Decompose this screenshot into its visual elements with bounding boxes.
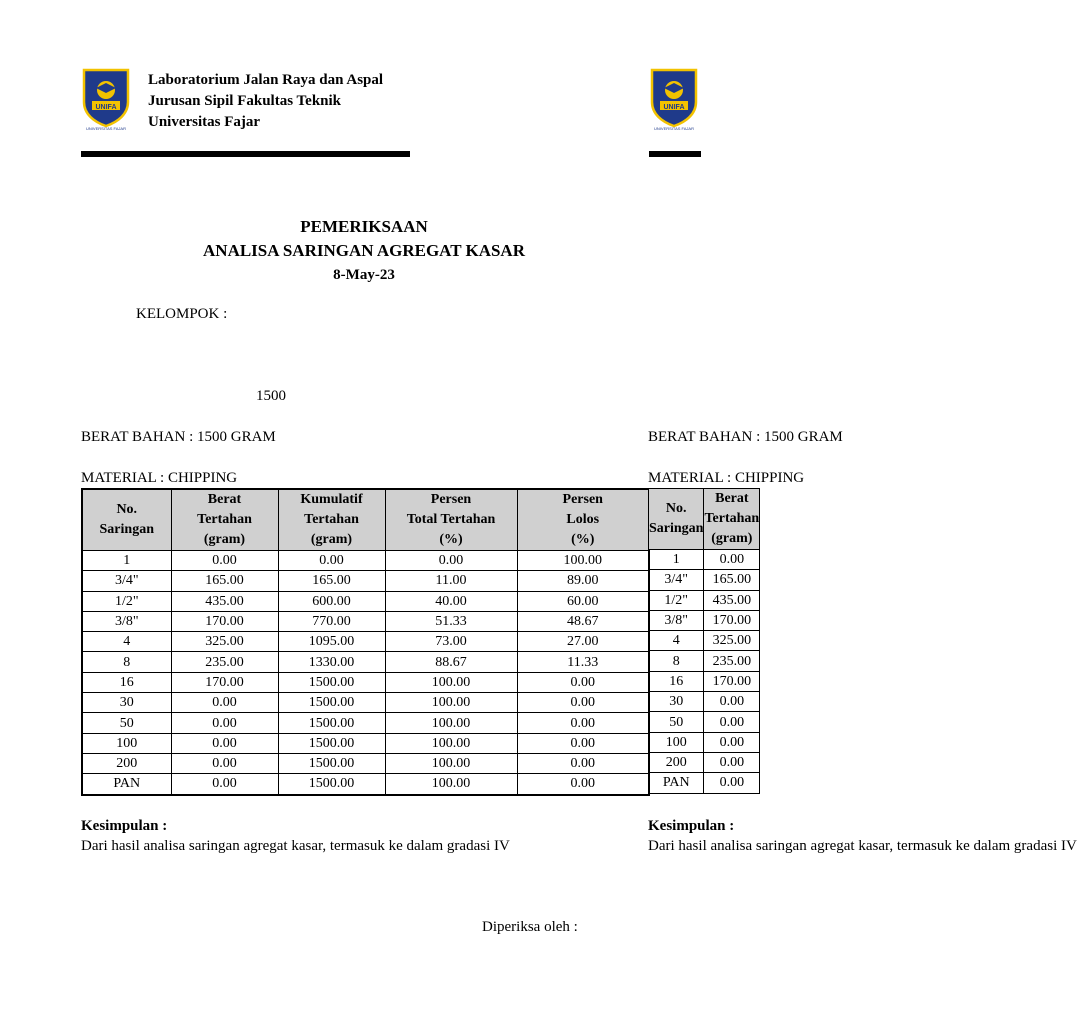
- header-persen-lolos: Persen Lolos (%): [517, 489, 649, 551]
- table-row: [82, 632, 649, 652]
- table-cell: 73.00: [385, 632, 517, 652]
- table-cell: 100.00: [385, 672, 517, 692]
- university-logo: [80, 68, 132, 132]
- table-cell: 0.00: [704, 550, 760, 570]
- svg-text:UNIFA: UNIFA: [95, 104, 117, 111]
- table-cell: 89.00: [517, 571, 649, 591]
- berat-bahan: BERAT BAHAN : 1500 GRAM: [81, 429, 276, 445]
- table-cell: 100: [82, 733, 171, 753]
- kesimpulan-label-right: Kesimpulan :: [648, 818, 735, 834]
- table-cell: 30: [82, 693, 171, 713]
- table-cell: 1500.00: [278, 733, 385, 753]
- table-row: [649, 712, 760, 732]
- table-row: [82, 551, 649, 571]
- table-row: [649, 692, 760, 712]
- berat-bahan-right: BERAT BAHAN : 1500 GRAM: [648, 429, 843, 445]
- table-cell: PAN: [649, 773, 704, 793]
- table-cell: 100.00: [517, 551, 649, 571]
- table-cell: 0.00: [517, 693, 649, 713]
- table-cell: 0.00: [171, 693, 278, 713]
- table-cell: 4: [649, 631, 704, 651]
- svg-text:UNIVERSITAS FAJAR: UNIVERSITAS FAJAR: [86, 126, 126, 131]
- table-cell: 0.00: [704, 712, 760, 732]
- table-cell: 60.00: [517, 591, 649, 611]
- table-row: [649, 752, 760, 772]
- table-row: [82, 774, 649, 795]
- diperiksa-label: Diperiksa oleh :: [482, 919, 578, 935]
- table-cell: 3/4": [649, 570, 704, 590]
- header-berat-tertahan: Berat Tertahan (gram): [704, 489, 760, 550]
- kelompok-label: KELOMPOK :: [136, 306, 228, 322]
- table-cell: 50: [649, 712, 704, 732]
- material-label-right: MATERIAL : CHIPPING: [648, 470, 805, 486]
- header-lab-name: Laboratorium Jalan Raya dan Aspal: [148, 72, 384, 88]
- table-cell: 3/4": [82, 571, 171, 591]
- table-row: [649, 631, 760, 651]
- table-cell: 170.00: [171, 672, 278, 692]
- table-cell: 325.00: [171, 632, 278, 652]
- table-cell: 0.00: [171, 551, 278, 571]
- table-cell: 1330.00: [278, 652, 385, 672]
- header-kumulatif-tertahan: Kumulatif Tertahan (gram): [278, 489, 385, 551]
- table-cell: 200: [82, 753, 171, 773]
- table-cell: 88.67: [385, 652, 517, 672]
- table-cell: 51.33: [385, 611, 517, 631]
- table-cell: 170.00: [171, 611, 278, 631]
- sieve-analysis-table: [81, 488, 650, 796]
- table-cell: 600.00: [278, 591, 385, 611]
- table-row: [649, 590, 760, 610]
- table-cell: 0.00: [171, 753, 278, 773]
- table-row: [82, 713, 649, 733]
- table-row: [649, 610, 760, 630]
- table-cell: 48.67: [517, 611, 649, 631]
- table-row: [82, 753, 649, 773]
- table-cell: 165.00: [171, 571, 278, 591]
- material-label: MATERIAL : CHIPPING: [81, 470, 238, 486]
- table-cell: 11.00: [385, 571, 517, 591]
- table-cell: 30: [649, 692, 704, 712]
- table-row: [82, 571, 649, 591]
- table-cell: 1: [649, 550, 704, 570]
- table-cell: 0.00: [517, 733, 649, 753]
- table-cell: 16: [82, 672, 171, 692]
- table-cell: 170.00: [704, 671, 760, 691]
- table-cell: 1: [82, 551, 171, 571]
- table-cell: 170.00: [704, 610, 760, 630]
- table-cell: 165.00: [278, 571, 385, 591]
- table-row: [82, 693, 649, 713]
- table-cell: 0.00: [704, 692, 760, 712]
- table-cell: 1095.00: [278, 632, 385, 652]
- table-cell: 0.00: [278, 551, 385, 571]
- table-row: [82, 652, 649, 672]
- table-cell: 16: [649, 671, 704, 691]
- table-cell: 100.00: [385, 774, 517, 795]
- table-cell: 1500.00: [278, 753, 385, 773]
- table-cell: 0.00: [171, 733, 278, 753]
- header-persen-tertahan: Persen Total Tertahan (%): [385, 489, 517, 551]
- table-header-row: [649, 489, 760, 550]
- table-cell: 1/2": [82, 591, 171, 611]
- header-rule: [81, 151, 410, 157]
- table-cell: 165.00: [704, 570, 760, 590]
- table-cell: 27.00: [517, 632, 649, 652]
- table-row: [649, 671, 760, 691]
- university-logo-right: [648, 68, 700, 132]
- table-cell: 0.00: [171, 774, 278, 795]
- table-cell: 11.33: [517, 652, 649, 672]
- table-cell: 3/8": [82, 611, 171, 631]
- table-header-row: [82, 489, 649, 551]
- table-cell: 1500.00: [278, 693, 385, 713]
- table-row: [82, 672, 649, 692]
- table-cell: 435.00: [171, 591, 278, 611]
- table-cell: 235.00: [704, 651, 760, 671]
- sieve-analysis-table-right: [648, 488, 760, 794]
- table-cell: 40.00: [385, 591, 517, 611]
- header-department: Jurusan Sipil Fakultas Teknik: [148, 93, 342, 109]
- table-row: [82, 611, 649, 631]
- table-cell: 100.00: [385, 713, 517, 733]
- table-cell: 1/2": [649, 590, 704, 610]
- table-cell: 0.00: [171, 713, 278, 733]
- table-cell: 100: [649, 732, 704, 752]
- kesimpulan-label: Kesimpulan :: [81, 818, 168, 834]
- header-university: Universitas Fajar: [148, 114, 261, 130]
- kesimpulan-text: Dari hasil analisa saringan agregat kasar, termasuk ke dalam gradasi IV: [81, 838, 510, 854]
- table-row: [649, 651, 760, 671]
- header-berat-tertahan: Berat Tertahan (gram): [171, 489, 278, 551]
- weight-value: 1500: [256, 388, 286, 404]
- doc-subtitle: ANALISA SARINGAN AGREGAT KASAR: [203, 241, 525, 260]
- doc-title: PEMERIKSAAN: [300, 217, 428, 236]
- table-row: [649, 570, 760, 590]
- table-cell: 8: [649, 651, 704, 671]
- table-cell: 435.00: [704, 590, 760, 610]
- table-cell: 200: [649, 752, 704, 772]
- table-cell: 3/8": [649, 610, 704, 630]
- table-cell: 4: [82, 632, 171, 652]
- table-cell: 1500.00: [278, 774, 385, 795]
- table-cell: 325.00: [704, 631, 760, 651]
- table-cell: 0.00: [517, 713, 649, 733]
- svg-text:UNIVERSITAS FAJAR: UNIVERSITAS FAJAR: [654, 126, 694, 131]
- table-cell: 0.00: [517, 774, 649, 795]
- header-no-saringan: No. Saringan: [82, 489, 171, 551]
- table-cell: 0.00: [385, 551, 517, 571]
- table-cell: 50: [82, 713, 171, 733]
- kesimpulan-text-right: Dari hasil analisa saringan agregat kasar, termasuk ke dalam gradasi IV: [648, 838, 1077, 854]
- table-cell: 100.00: [385, 693, 517, 713]
- header-rule-right: [649, 151, 701, 157]
- table-cell: 770.00: [278, 611, 385, 631]
- right-table-clip: [648, 488, 760, 798]
- table-row: [649, 732, 760, 752]
- table-cell: 0.00: [517, 753, 649, 773]
- table-cell: 1500.00: [278, 713, 385, 733]
- table-cell: 0.00: [517, 672, 649, 692]
- table-cell: 0.00: [704, 732, 760, 752]
- header-no-saringan: No. Saringan: [649, 489, 704, 550]
- table-row: [82, 733, 649, 753]
- doc-date: 8-May-23: [333, 267, 395, 283]
- table-cell: 100.00: [385, 733, 517, 753]
- table-row: [649, 773, 760, 793]
- table-cell: PAN: [82, 774, 171, 795]
- svg-text:UNIFA: UNIFA: [663, 104, 685, 111]
- table-cell: 8: [82, 652, 171, 672]
- table-row: [649, 550, 760, 570]
- table-cell: 235.00: [171, 652, 278, 672]
- table-cell: 0.00: [704, 752, 760, 772]
- table-cell: 1500.00: [278, 672, 385, 692]
- table-cell: 0.00: [704, 773, 760, 793]
- table-cell: 100.00: [385, 753, 517, 773]
- table-row: [82, 591, 649, 611]
